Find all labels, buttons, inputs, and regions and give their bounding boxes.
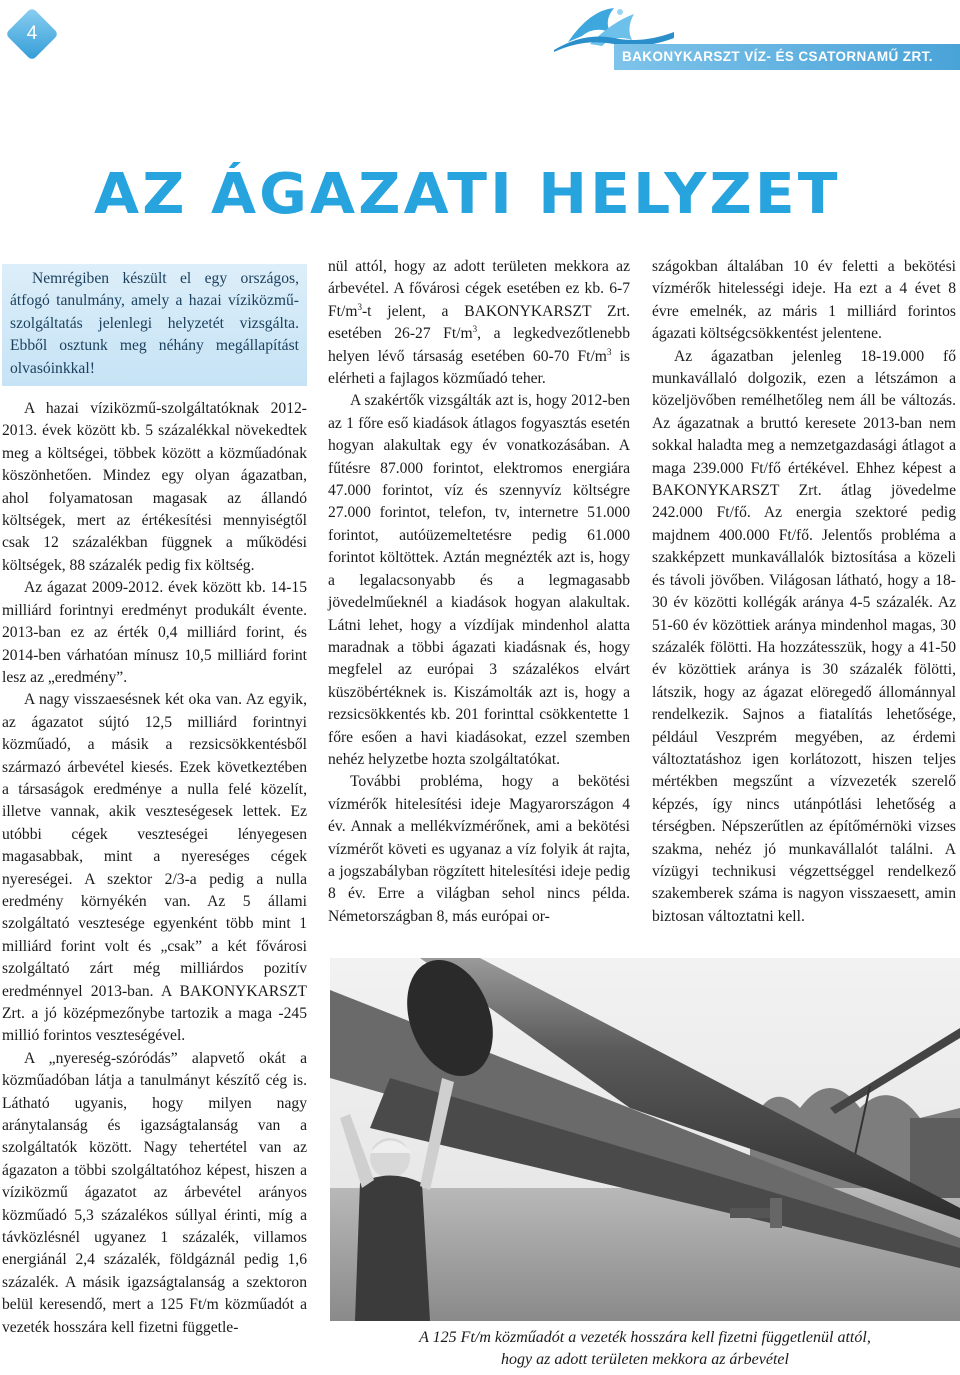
intro-box <box>2 264 307 386</box>
paragraph: szágokban általában 10 év feletti a bekötési vízmérők hitelességi ideje. Ha ezt a 4 évet 8 évre emelnék, az máris 1 milliárd forintos ágazati költségcsökkentést jelentene. <box>652 258 956 343</box>
photo-illustration <box>330 958 960 1321</box>
column-2 <box>328 256 630 928</box>
page-number: 4 <box>26 23 38 44</box>
paragraph: Az ágazatban jelenleg 18-19.000 fő munkavállaló dolgozik, ezen a létszámon a közeljövőben remélhetőleg nem áll be változás. Az ágazatnak a bruttó keresete 2013-ban nem sokkal haladta meg a nemzetgazdasági átlagot a maga 239.000 Ft/fő értékével. Ehhez képest a BAKONYKARSZT Zrt. átlag jövedelme 242.000 Ft/fő. Az energia szektoré pedig majdnem 400.000 Ft/fő. Jelentős probléma a szakképzett munkavállalók biztosítása a közeli és távoli jövőben. Világosan látható, hogy a 18-30 év közötti kollégák aránya 4-5 százalék. Az 51-60 év közöttiek aránya mindenhol magas, 30 százalék fölötti. Ha hozzátesszük, hogy a 41-50 év közöttiek aránya is 30 százalék fölötti, látszik, hogy az ágazat elöregedő állománnyal rendelkezik. Sajnos a fiatalítás lehetősége, például Veszprém megyében, az érdemi változtatáshoz igen korlátozott, hiszen teljes mértékben megszűnt a vízvezeték szerelő képzés, így nincs utánpótlási lehetőség a térségben. Népszerűtlen az építőmérnöki vizses szakma, nehéz jó munkavállalót találni. A vízügyi technikusi végzettséggel rendelkező szakemberek száma is nagyon visszaesett, amin biztosan változtatni kell. <box>652 347 956 925</box>
pipe-workers-photo <box>330 958 960 1321</box>
photo-caption <box>330 1327 960 1371</box>
superscript: 3 <box>606 346 612 357</box>
text-run: nül attól, hogy az adott területen mekkora az árbevétel. A fővárosi cégek esetében ez kb. 6-7 Ft/m <box>328 258 630 320</box>
paragraph <box>328 256 630 390</box>
brand-bar: BAKONYKARSZT VÍZ- ÉS CSATORNAMŰ ZRT. <box>614 44 960 70</box>
superscript: 3 <box>472 324 478 335</box>
paragraph: A „nyereség-szóródás” alapvető okát a közműadóban látja a tanulmányt készítő cég is. Látható ugyanis, hogy milyen nagy aránytalanság és igazságtalanság van a szolgáltatók között. Nagy tehertétel van az ágazaton a többi szolgáltatóhoz képest, hiszen a víziközmű ágazatot az árbevétel arányos közműadó 5,3 százalékos súllyal érinti, míg a távközlésnél ugyanez 1 százalék, villamos energiánál 2,4 százalék, földgáznál pedig 1,6 százalék. A másik igazságtalanság a szektoron belül keresendő, mert a 125 Ft/m közműadót a vezeték hosszára kell fizetni függetle- <box>2 1049 307 1336</box>
paragraph: A nagy visszaesésnek két oka van. Az egyik, az ágazatot sújtó 12,5 milliárd forintnyi közműadó, a másik a rezsicsökkentésből származó árbevétel kiesés. Ezek következtében a társaságok eredménye a nulla felé közelít, illetve vannak, akik veszteségesek lettek. Ez utóbbi cégek veszteségei lényegesen magasabbak, mint a nyereséges cégek nyereségei. A szektor 2/3-a pedig a nulla eredmény környékén van. Az 5 állami szolgáltató vesztesége egyenként több mint 1 milliárd forint volt és „csak” a két fővárosi szolgáltató zárt még milliárdos pozitív eredménnyel 2013-ban. A BAKONYKARSZT Zrt. a jó középmezőnybe tartozik a maga -245 millió forintos veszteségével. <box>2 691 307 1045</box>
caption-line: hogy az adott területen mekkora az árbevétel <box>501 1351 789 1368</box>
page-number-badge <box>2 4 62 64</box>
column-1 <box>2 264 307 1339</box>
text-run: , a legkedvezőtlenebb helyen lévő társaság esetében 60-70 Ft/m <box>328 325 630 365</box>
text-run: -t jelent, a BAKONYKARSZT Zrt. esetében 26-27 Ft/m <box>328 302 630 343</box>
text-run: is elérheti a fajlagos közműadó teher. <box>328 347 630 388</box>
paragraph: A szakértők vizsgálták azt is, hogy 2012-ben az 1 főre eső kiadások átlagos fogyasztás esetén hogyan alakultak egy év vonatkozásában. A fűtésre 87.000 forintot, elektromos energiára 47.000 forintot, víz és szennyvíz költségre 27.000 forintot, telefon, tv, internetre 51.000 forintot, autóüzemeltetésre pedig 61.000 forintot költöttek. Aztán megnézték azt is, hogy a legalacsonyabb és a legmagasabb jövedelműeknél a kiadások hogyan alakultak. Látni lehet, hogy a vízdíjak mindenhol alatta maradnak a többi ágazati kiadásnak és, hogy megfelel az európai 3 százalékos elvárt küszöbértéknek is. Kiszámolták azt is, hogy a rezsicsökkentés kb. 201 forinttal csökkentette 1 főre esően a havi kiadásokat, ezzel szemben nehéz helyzetbe hozta szolgáltatókat. <box>328 392 630 768</box>
paragraph: Az ágazat 2009-2012. évek között kb. 14-15 milliárd forintnyi eredményt produkált évente. 2013-ban ez az érték 0,4 milliárd forint, és 2014-ben várhatóan mínusz 10,5 milliárd forint lesz az „eredmény”. <box>2 579 307 686</box>
intro-paragraph: Nemrégiben készült el egy országos, átfogó tanulmány, amely a hazai víziközmű-szolgáltatás jelenlegi helyzetét vizsgálta. Ebből osztunk meg néhány megállapítást olvasóinkkal! <box>10 270 299 377</box>
paragraph: A hazai víziközmű-szolgáltatóknak 2012-2013. évek között kb. 5 százalékkal növekedtek meg a költségei, többek között a közműadónak köszönhetően. Mindez egy olyan ágazatban, ahol folyamatosan magasak az állandó költségek, mert az értékesítési mennyiségtől csak 12 százalékban függnek a működési költségek, 88 százalék pedig fix költség. <box>2 400 307 574</box>
paragraph: További probléma, hogy a bekötési vízmérők hitelesítési ideje Magyarországon 4 év. Annak a mellékvízmérőnek, ami a bekötési vízmérőt követi es ugyanaz a víz folyik át rajta, a jogszabályban rögzített hitelesítési ideje pedig 8 év. Erre a világban sehol nincs példa. Németországban 8, más európai or- <box>328 773 630 925</box>
caption-line: A 125 Ft/m közműadót a vezeték hosszára kell fizetni függetlenül attól, <box>419 1329 871 1346</box>
column-3 <box>652 256 956 928</box>
superscript: 3 <box>357 301 362 312</box>
article-title: AZ ÁGAZATI HELYZET <box>94 162 841 227</box>
